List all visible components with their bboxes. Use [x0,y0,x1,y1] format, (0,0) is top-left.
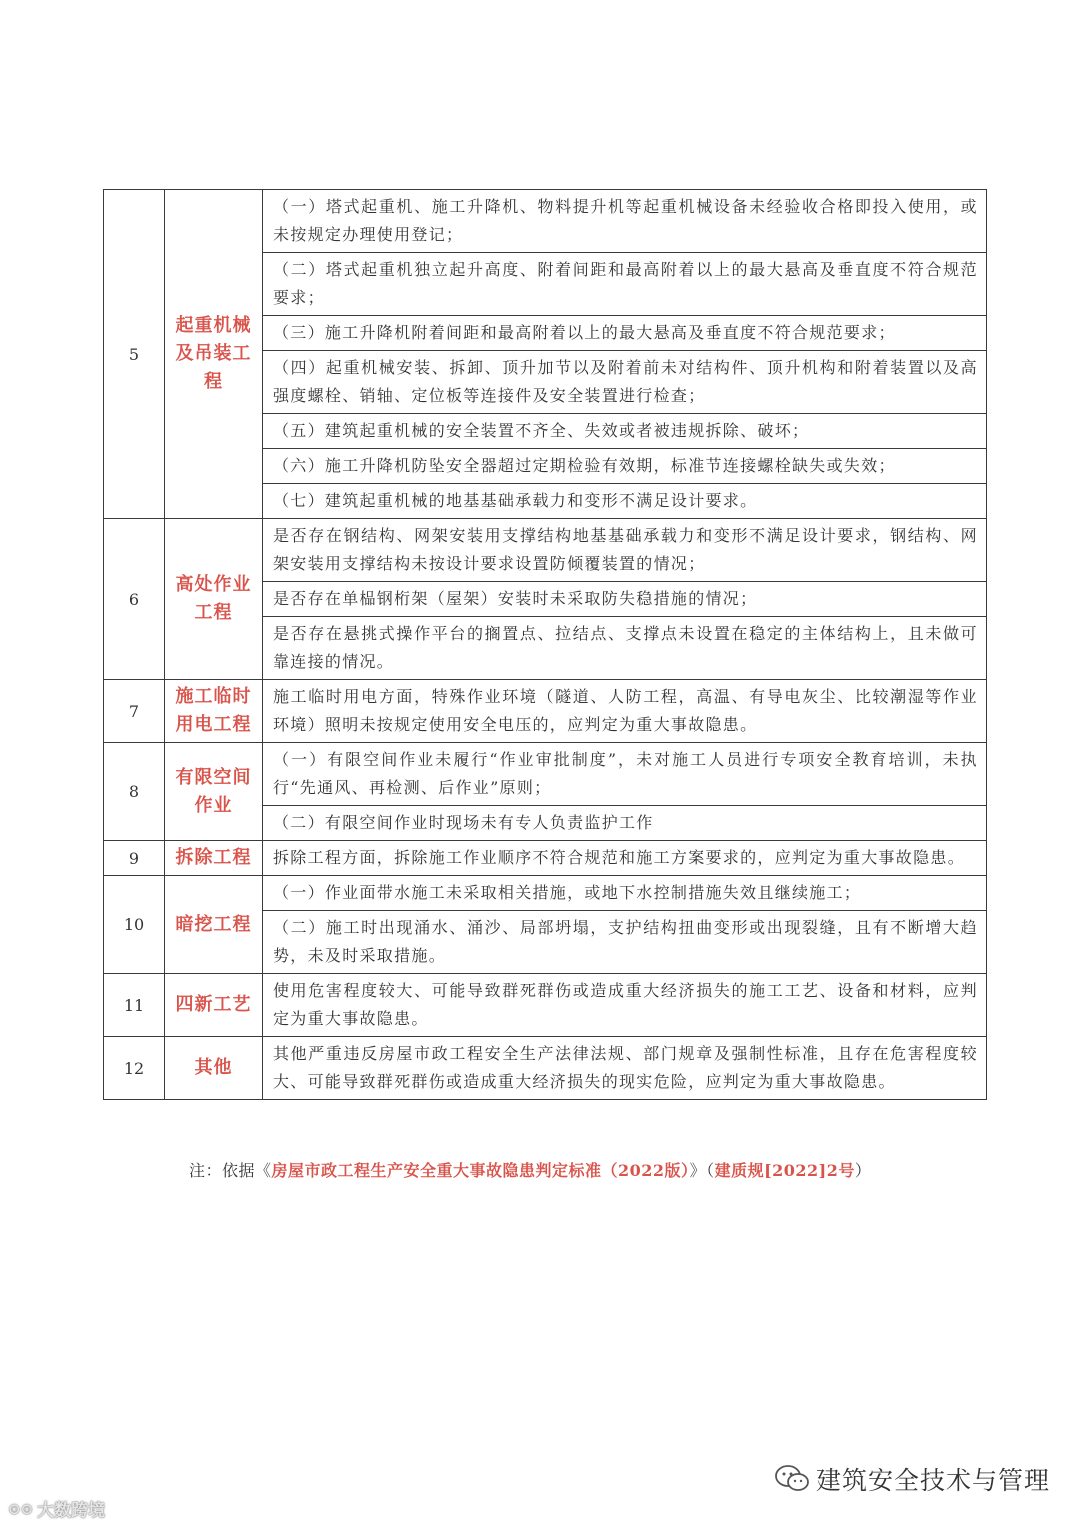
hazard-item: （三）施工升降机附着间距和最高附着以上的最大悬高及垂直度不符合规范要求； [263,316,987,351]
footnote [189,1158,871,1181]
hazard-item: 拆除工程方面，拆除施工作业顺序不符合规范和施工方案要求的，应判定为重大事故隐患。 [263,841,987,876]
hazard-table [103,189,987,1100]
table-row [104,190,987,253]
hazard-item: （一）有限空间作业未履行“作业审批制度”，未对施工人员进行专项安全教育培训，未执行“先通风、再检测、后作业”原则； [263,743,987,806]
hazard-item: （四）起重机械安装、拆卸、顶升加节以及附着前未对结构件、顶升机构和附着装置以及高强度螺栓、销轴、定位板等连接件及安全装置进行检查； [263,351,987,414]
hazard-item: （六）施工升降机防坠安全器超过定期检验有效期，标准节连接螺栓缺失或失效； [263,449,987,484]
table-row [104,876,987,911]
hazard-item: （二）有限空间作业时现场未有专人负责监护工作 [263,806,987,841]
table-row [104,519,987,582]
footnote-prefix: 注：依据《 [189,1161,272,1180]
row-number: 8 [104,743,165,841]
category-name: 有限空间 作业 [165,743,263,841]
hazard-item: （七）建筑起重机械的地基基础承载力和变形不满足设计要求。 [263,484,987,519]
row-number: 7 [104,680,165,743]
category-name: 施工临时 用电工程 [165,680,263,743]
category-name: 四新工艺 [165,974,263,1037]
row-number: 12 [104,1037,165,1100]
row-number: 10 [104,876,165,974]
hazard-item: 其他严重违反房屋市政工程安全生产法律法规、部门规章及强制性标准，且存在危害程度较大、可能导致群死群伤或造成重大经济损失的现实危险，应判定为重大事故隐患。 [263,1037,987,1100]
footnote-doc-number: 建质规[2022]2号 [714,1161,855,1180]
category-name: 起重机械 及吊装工 程 [165,190,263,519]
footnote-mid: 》（ [689,1161,715,1180]
footnote-suffix: ） [854,1161,872,1180]
hazard-item: （二）施工时出现涌水、涌沙、局部坍塌，支护结构扭曲变形或出现裂缝，且有不断增大趋势，未及时采取措施。 [263,911,987,974]
watermark-right [774,1461,1050,1497]
row-number: 11 [104,974,165,1037]
hazard-item: 是否存在悬挑式操作平台的搁置点、拉结点、支撑点未设置在稳定的主体结构上，且未做可靠连接的情况。 [263,617,987,680]
footnote-standard-title: 房屋市政工程生产安全重大事故隐患判定标准（2022版） [271,1161,690,1180]
table-row [104,974,987,1037]
table-row [104,841,987,876]
watermark-left [8,1496,105,1521]
row-number: 5 [104,190,165,519]
category-name: 暗挖工程 [165,876,263,974]
watermark-logo-icon: ⊙⊙ [8,1499,34,1518]
watermark-right-text: 建筑安全技术与管理 [815,1466,1050,1495]
hazard-item: 是否存在钢结构、网架安装用支撑结构地基基础承载力和变形不满足设计要求，钢结构、网架安装用支撑结构未按设计要求设置防倾覆装置的情况； [263,519,987,582]
hazard-item: （一）作业面带水施工未采取相关措施，或地下水控制措施失效且继续施工； [263,876,987,911]
wechat-icon [774,1464,810,1494]
category-name: 拆除工程 [165,841,263,876]
hazard-item: 施工临时用电方面，特殊作业环境（隧道、人防工程，高温、有导电灰尘、比较潮湿等作业环境）照明未按规定使用安全电压的，应判定为重大事故隐患。 [263,680,987,743]
table-row [104,680,987,743]
table-row [104,743,987,806]
hazard-item: （一）塔式起重机、施工升降机、物料提升机等起重机械设备未经验收合格即投入使用，或未按规定办理使用登记； [263,190,987,253]
hazard-item: （二）塔式起重机独立起升高度、附着间距和最高附着以上的最大悬高及垂直度不符合规范要求； [263,253,987,316]
row-number: 9 [104,841,165,876]
hazard-item: 使用危害程度较大、可能导致群死群伤或造成重大经济损失的施工工艺、设备和材料，应判定为重大事故隐患。 [263,974,987,1037]
hazard-item: （五）建筑起重机械的安全装置不齐全、失效或者被违规拆除、破坏； [263,414,987,449]
category-name: 其他 [165,1037,263,1100]
watermark-left-text: 大数跨境 [37,1501,106,1521]
row-number: 6 [104,519,165,680]
category-name: 高处作业 工程 [165,519,263,680]
table-row [104,1037,987,1100]
hazard-item: 是否存在单榀钢桁架（屋架）安装时未采取防失稳措施的情况； [263,582,987,617]
